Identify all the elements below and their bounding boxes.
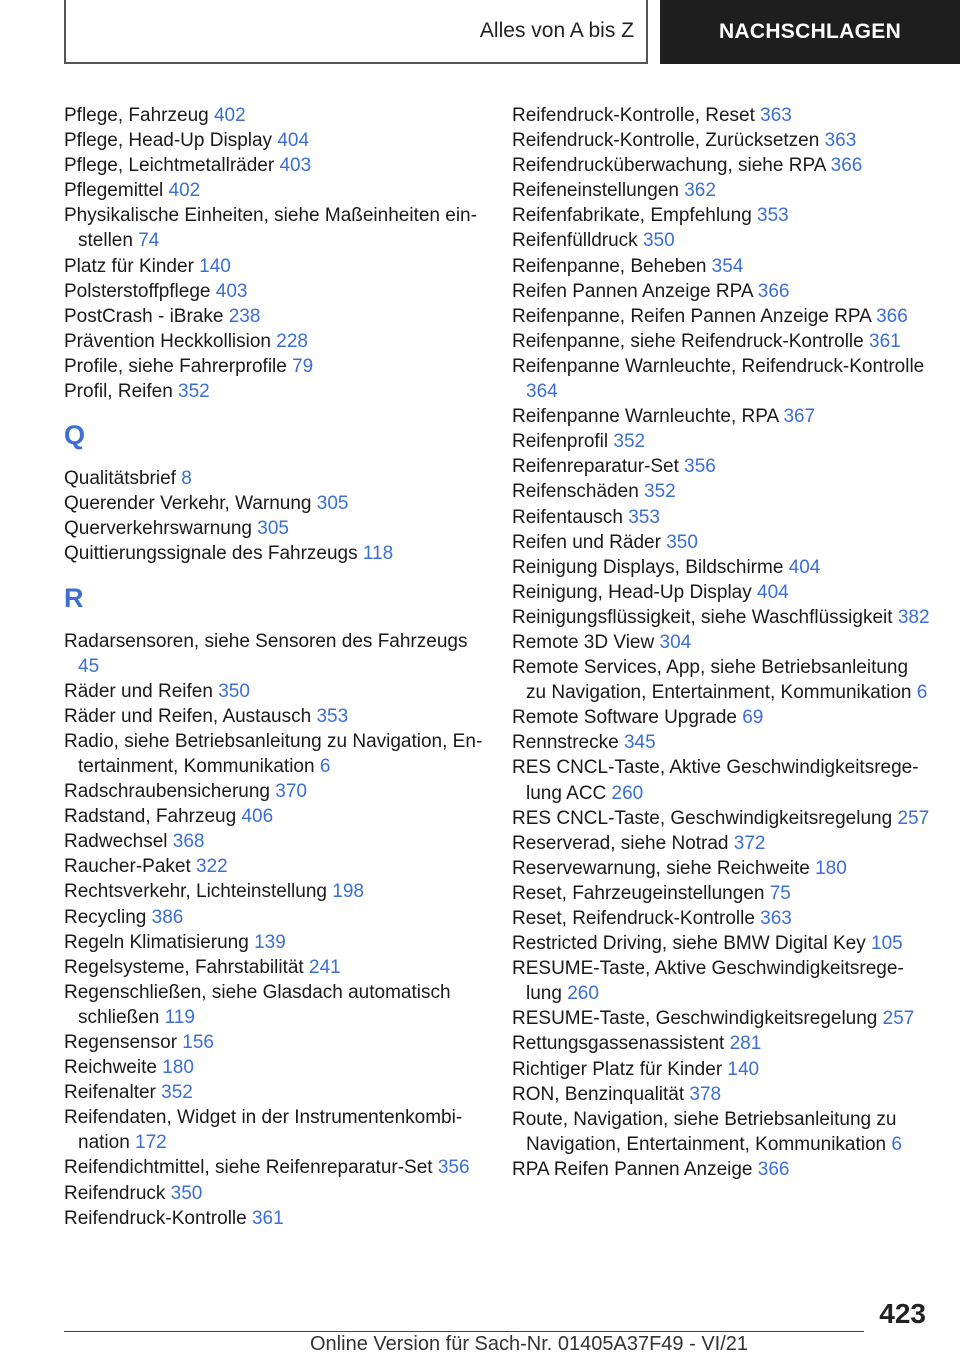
index-entry-text: Reifenpanne Warnleuchte, RPA: [512, 406, 784, 428]
index-entry-text: Querverkehrswarnung: [64, 518, 258, 540]
index-entry-text: Remote Services, App, siehe Betriebsanleitung zu Navigation, Entertainment, Kommunikation: [512, 657, 917, 704]
index-entry: [64, 905, 484, 930]
page-reference-link[interactable]: 361: [869, 330, 901, 352]
page-reference-link[interactable]: 378: [689, 1083, 722, 1105]
index-entry: [512, 1006, 932, 1031]
index-entry: [64, 541, 484, 566]
page-reference-link[interactable]: 238: [228, 305, 261, 327]
index-entry-text: Pflege, Head-Up Display: [64, 130, 278, 152]
page-reference-link[interactable]: 352: [178, 381, 210, 403]
page-reference-link[interactable]: 6: [916, 682, 928, 704]
page-reference-link[interactable]: 260: [567, 983, 599, 1005]
index-entry: [512, 1057, 932, 1082]
index-entry-text: Reifenpanne, Reifen Pannen Anzeige RPA: [512, 305, 877, 327]
page-reference-link[interactable]: 353: [316, 705, 349, 727]
index-entry-text: Reserverad, siehe Notrad: [512, 832, 734, 854]
index-entry-text: Reifendruck-Kontrolle, Reset: [512, 105, 761, 126]
index-entry: [64, 955, 484, 980]
index-entry: [64, 1030, 484, 1055]
index-entry: [512, 831, 932, 856]
index-entry: [512, 705, 932, 730]
index-entry-text: Physikalische Einheiten, siehe Maßeinheiten einstellen: [64, 205, 477, 252]
index-entry: [512, 730, 932, 755]
page-reference-link[interactable]: 180: [815, 857, 847, 879]
page-reference-link[interactable]: 367: [783, 406, 816, 428]
index-entry: [64, 779, 484, 804]
index-entry: [512, 304, 932, 329]
page-reference-link[interactable]: 352: [644, 481, 676, 503]
page-reference-link[interactable]: 118: [362, 543, 394, 565]
index-entry-text: Remote 3D View: [512, 631, 660, 653]
index-entry-text: Richtiger Platz für Kinder: [512, 1058, 728, 1080]
index-entry: [512, 329, 932, 354]
index-entry-text: Quittierungssignale des Fahrzeugs: [64, 543, 363, 565]
index-entry: [512, 806, 932, 831]
page-reference-link[interactable]: 119: [164, 1006, 195, 1028]
index-entry-text: Reifendruck-Kontrolle: [64, 1207, 252, 1229]
index-entry: [512, 1082, 932, 1107]
index-entry: [64, 629, 484, 679]
index-entry-text: Regenschließen, siehe Glasdach automatisch schließen: [64, 981, 451, 1028]
page-reference-link[interactable]: 353: [757, 205, 789, 227]
page-reference-link[interactable]: 6: [319, 755, 331, 777]
index-entry: [512, 1107, 932, 1157]
page-reference-link[interactable]: 402: [168, 180, 201, 202]
index-entry: [64, 704, 484, 729]
index-entry-text: Reifen Pannen Anzeige RPA: [512, 280, 758, 302]
index-entry-text: Räder und Reifen: [64, 680, 219, 702]
page-reference-link[interactable]: 352: [161, 1082, 193, 1104]
index-entry-text: Rechtsverkehr, Lichteinstellung: [64, 881, 333, 903]
page-reference-link[interactable]: 372: [733, 832, 766, 854]
running-header: [64, 0, 648, 64]
index-entry-text: Radarsensoren, siehe Sensoren des Fahrzeugs: [64, 630, 468, 652]
index-entry-text: RES CNCL-Taste, Aktive Geschwindigkeitsregelung ACC: [512, 757, 919, 804]
index-entry-text: Qualitätsbrief: [64, 468, 182, 490]
index-entry-text: Radstand, Fahrzeug: [64, 806, 242, 828]
page-reference-link[interactable]: 350: [666, 531, 698, 553]
index-entry-text: RON, Benzinqualität: [512, 1083, 690, 1105]
page-reference-link[interactable]: 366: [876, 305, 908, 327]
index-entry-text: Reifenalter: [64, 1082, 162, 1104]
index-entry-text: Regelsysteme, Fahrstabilität: [64, 956, 309, 978]
index-entry: [512, 178, 932, 203]
page-reference-link[interactable]: 350: [218, 680, 250, 702]
index-entry-text: Rennstrecke: [512, 732, 624, 754]
page-reference-link[interactable]: 305: [316, 493, 349, 515]
index-entry-text: Reifenfabrikate, Empfehlung: [512, 205, 758, 227]
index-entry: [64, 804, 484, 829]
index-entry: [64, 203, 484, 253]
index-entry: [512, 630, 932, 655]
index-entry: [64, 1206, 484, 1231]
page-reference-link[interactable]: 140: [199, 255, 231, 277]
index-entry: [64, 1155, 484, 1180]
index-entry: [512, 931, 932, 956]
index-entry: [64, 1080, 484, 1105]
page-reference-link[interactable]: 156: [182, 1032, 214, 1053]
index-entry-text: Reset, Reifendruck-Kontrolle: [512, 908, 761, 929]
index-entry-text: Radschraubensicherung: [64, 781, 276, 803]
index-letter-heading: Q: [64, 420, 86, 451]
page-reference-link[interactable]: 361: [251, 1207, 284, 1229]
index-entry: [64, 729, 484, 779]
index-entry: [64, 516, 484, 541]
index-entry: [512, 956, 932, 1006]
index-entry: [64, 980, 484, 1030]
page-reference-link[interactable]: 305: [257, 518, 289, 540]
index-entry: [512, 530, 932, 555]
page-reference-link[interactable]: 386: [151, 906, 184, 928]
index-entry-text: Polsterstoffpflege: [64, 280, 216, 302]
page-reference-link[interactable]: 350: [170, 1182, 203, 1204]
page-reference-link[interactable]: 402: [213, 105, 246, 126]
page-reference-link[interactable]: 356: [437, 1157, 470, 1179]
page-reference-link[interactable]: 404: [277, 130, 310, 152]
index-entry-text: Reset, Fahrzeugeinstellungen: [512, 882, 770, 904]
index-entry: [512, 906, 932, 931]
index-entry-text: Radio, siehe Betriebsanleitung zu Navigation, Entertainment, Kommunikation: [64, 730, 483, 777]
index-entry-text: Reifentausch: [512, 506, 629, 528]
page-reference-link[interactable]: 75: [769, 882, 791, 904]
page-reference-link[interactable]: 363: [824, 130, 857, 152]
page-reference-link[interactable]: 350: [642, 230, 675, 252]
index-entry: [512, 128, 932, 153]
page-reference-link[interactable]: 180: [162, 1057, 194, 1079]
index-entry: [512, 203, 932, 228]
page-reference-link[interactable]: 257: [882, 1008, 915, 1030]
index-entry: [64, 304, 484, 329]
index-entry-text: PostCrash - iBrake: [64, 305, 229, 327]
page-reference-link[interactable]: 366: [830, 155, 863, 177]
index-entry-text: Reichweite: [64, 1057, 163, 1079]
index-entry-text: Reservewarnung, siehe Reichweite: [512, 857, 816, 879]
index-entry-text: Reifendrucküberwachung, siehe RPA: [512, 155, 831, 177]
page-reference-link[interactable]: 139: [254, 931, 286, 953]
page-reference-link[interactable]: 6: [891, 1133, 902, 1155]
page-reference-link[interactable]: 363: [760, 908, 792, 929]
index-entry: [512, 404, 932, 429]
index-entry: [64, 1105, 484, 1155]
page-reference-link[interactable]: 382: [897, 606, 930, 628]
index-entry: [64, 379, 484, 404]
index-entry-text: Reifenpanne Warnleuchte, Reifendruck-Kontrolle: [512, 355, 925, 377]
page-reference-link[interactable]: 354: [711, 255, 744, 277]
index-entry-text: Profile, siehe Fahrerprofile: [64, 355, 293, 377]
index-entry: [64, 279, 484, 304]
chapter-tab: [660, 0, 960, 64]
index-entry-text: Route, Navigation, siehe Betriebsanleitung zu Navigation, Entertainment, Kommunikation: [512, 1108, 897, 1155]
index-entry: [64, 1055, 484, 1080]
index-entry-text: Remote Software Upgrade: [512, 707, 743, 729]
index-entry: [512, 279, 932, 304]
index-entry: [512, 580, 932, 605]
index-entry: [64, 854, 484, 879]
index-entry-text: Reifeneinstellungen: [512, 180, 685, 202]
page-reference-link[interactable]: 362: [684, 180, 716, 202]
page-reference-link[interactable]: 69: [742, 707, 764, 729]
index-entry-text: Reinigungsflüssigkeit, siehe Waschflüssigkeit: [512, 606, 898, 628]
index-entry: [512, 103, 932, 128]
index-column-right: [512, 103, 932, 1182]
index-entry-text: Reifendruck-Kontrolle, Zurücksetzen: [512, 130, 825, 152]
page-reference-link[interactable]: 404: [757, 581, 789, 603]
page-reference-link[interactable]: 140: [727, 1058, 760, 1080]
index-entry-text: RESUME-Taste, Aktive Geschwindigkeitsregelung: [512, 958, 904, 1005]
index-entry-text: Profil, Reifen: [64, 381, 179, 403]
page-reference-link[interactable]: 368: [172, 831, 205, 853]
index-entry: [512, 505, 932, 530]
index-entry-text: Rettungsgassenassistent: [512, 1033, 730, 1055]
index-entry-text: Radwechsel: [64, 831, 173, 853]
index-entry: [512, 655, 932, 705]
index-entry-text: Regeln Klimatisierung: [64, 931, 255, 953]
index-entry: [64, 491, 484, 516]
index-entry: [64, 254, 484, 279]
page-reference-link[interactable]: 304: [659, 631, 692, 653]
page-reference-link[interactable]: 370: [275, 781, 307, 803]
index-entry: [64, 930, 484, 955]
index-entry-text: Reifendruck: [64, 1182, 171, 1204]
index-entry: [512, 479, 932, 504]
index-letter-heading: R: [64, 582, 84, 613]
index-entry: [64, 879, 484, 904]
index-entry: [64, 329, 484, 354]
page-reference-link[interactable]: 366: [757, 280, 790, 302]
index-entry: [512, 1031, 932, 1056]
index-entry: [512, 454, 932, 479]
index-entry: [512, 856, 932, 881]
page-number: 423: [879, 1298, 926, 1329]
footer-text: Online Version für Sach-Nr. 01405A37F49 - VI/21: [310, 1333, 749, 1355]
page-reference-link[interactable]: 403: [215, 280, 248, 302]
page-reference-link[interactable]: 353: [628, 506, 660, 528]
footer-divider: [64, 1331, 864, 1332]
page-reference-link[interactable]: 363: [760, 105, 792, 126]
page-reference-link[interactable]: 79: [292, 355, 314, 377]
index-entry-text: Räder und Reifen, Austausch: [64, 705, 317, 727]
index-entry: [512, 605, 932, 630]
index-entry: [512, 354, 932, 404]
page-reference-link[interactable]: 404: [788, 556, 821, 578]
index-entry: [64, 829, 484, 854]
index-entry: [64, 466, 484, 491]
page-reference-link[interactable]: 352: [613, 431, 646, 453]
page-reference-link[interactable]: 322: [196, 856, 228, 878]
index-entry: [64, 103, 484, 128]
index-entry-text: Reinigung Displays, Bildschirme: [512, 556, 789, 578]
index-entry-text: Reifenpanne, siehe Reifendruck-Kontrolle: [512, 330, 869, 352]
index-entry-text: RESUME-Taste, Geschwindigkeitsregelung: [512, 1008, 883, 1030]
index-entry-text: Raucher-Paket: [64, 856, 197, 878]
page-reference-link[interactable]: 74: [138, 230, 160, 252]
page-reference-link[interactable]: 366: [757, 1158, 790, 1180]
index-entry-text: RES CNCL-Taste, Geschwindigkeitsregelung: [512, 807, 898, 829]
page-reference-link[interactable]: 105: [871, 933, 903, 955]
index-entry-text: Pflegemittel: [64, 180, 169, 202]
page-reference-link[interactable]: 364: [526, 381, 558, 403]
index-entry: [64, 153, 484, 178]
index-column-left: [64, 103, 484, 1231]
page-reference-link[interactable]: 345: [623, 732, 656, 754]
index-entry-text: RPA Reifen Pannen Anzeige: [512, 1158, 758, 1180]
page-reference-link[interactable]: 172: [135, 1132, 167, 1154]
index-entry: [512, 1157, 932, 1182]
index-entry: [64, 679, 484, 704]
index-entry: [512, 228, 932, 253]
index-entry-text: Reinigung, Head-Up Display: [512, 581, 758, 603]
index-entry: [64, 1181, 484, 1206]
page-reference-link[interactable]: 403: [279, 155, 312, 177]
index-entry-text: Restricted Driving, siehe BMW Digital Key: [512, 933, 871, 955]
index-entry-text: Reifenpanne, Beheben: [512, 255, 712, 277]
index-entry-text: Prävention Heckkollision: [64, 330, 277, 352]
index-entry-text: Reifendichtmittel, siehe Reifenreparatur-Set: [64, 1157, 438, 1179]
index-entry-text: Regensensor: [64, 1032, 183, 1053]
page-reference-link[interactable]: 281: [729, 1033, 762, 1055]
page-reference-link[interactable]: 406: [241, 806, 274, 828]
index-entry-text: Reifenreparatur-Set: [512, 456, 685, 478]
chapter-tab-label: NACHSCHLAGEN: [718, 20, 902, 43]
index-entry: [512, 429, 932, 454]
index-entry-text: Reifenschäden: [512, 481, 645, 503]
index-entry-text: Reifendaten, Widget in der Instrumentenkombination: [64, 1107, 463, 1154]
index-entry-text: Reifen und Räder: [512, 531, 667, 553]
index-entry-text: Reifenprofil: [512, 431, 614, 453]
index-entry-text: Reifenfülldruck: [512, 230, 643, 252]
page-reference-link[interactable]: 45: [78, 655, 100, 677]
index-entry-text: Querender Verkehr, Warnung: [64, 493, 317, 515]
index-entry: [64, 178, 484, 203]
index-entry: [512, 881, 932, 906]
index-entry: [512, 153, 932, 178]
index-entry: [512, 555, 932, 580]
page-reference-link[interactable]: 260: [611, 782, 644, 804]
index-entry: [64, 354, 484, 379]
index-entry-text: Recycling: [64, 906, 152, 928]
section-title: Alles von A bis Z: [479, 19, 634, 42]
page-reference-link[interactable]: 8: [181, 468, 192, 490]
index-entry: [64, 128, 484, 153]
index-entry: [512, 755, 932, 805]
page-reference-link[interactable]: 198: [332, 881, 364, 903]
index-entry-text: Pflege, Fahrzeug: [64, 105, 214, 126]
page-reference-link[interactable]: 228: [276, 330, 308, 352]
index-entry: [512, 254, 932, 279]
index-entry-text: Pflege, Leichtmetallräder: [64, 155, 280, 177]
page-reference-link[interactable]: 356: [684, 456, 716, 478]
page-reference-link[interactable]: 257: [897, 807, 930, 829]
page-reference-link[interactable]: 241: [309, 956, 341, 978]
index-entry-text: Platz für Kinder: [64, 255, 200, 277]
